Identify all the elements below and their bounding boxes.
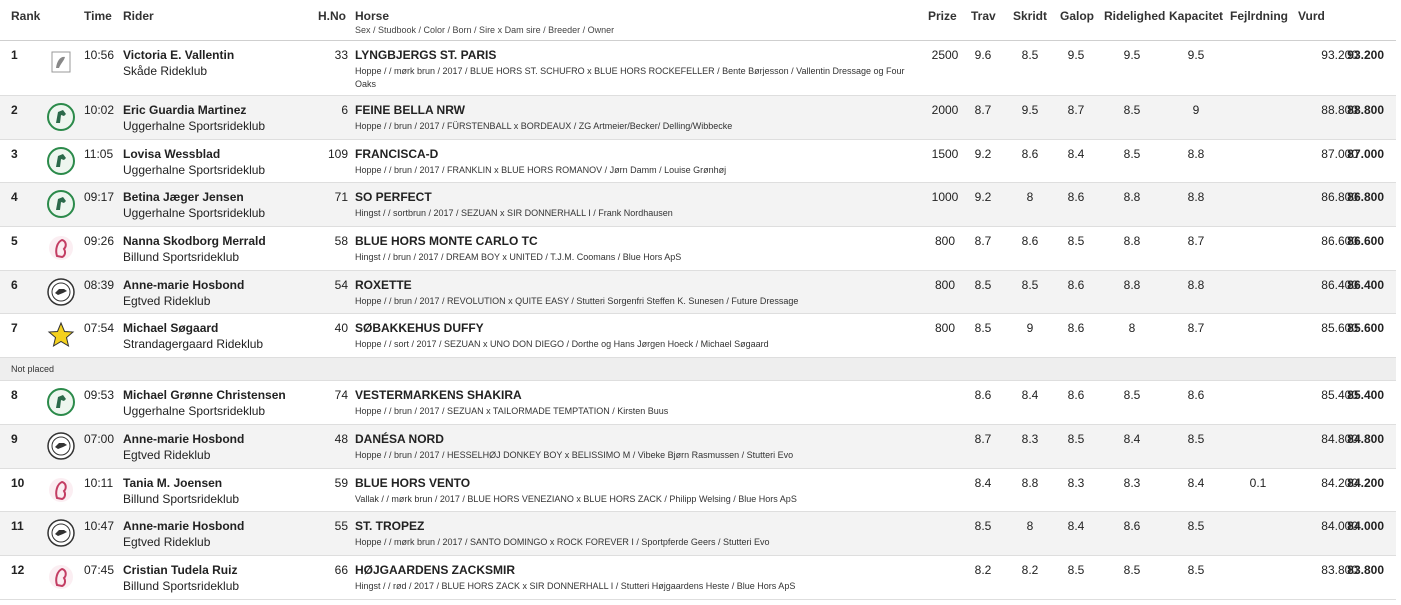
table-row[interactable] [0,227,1396,271]
rank-value: 10 [11,475,25,490]
trav-score: 8.4 [974,475,992,490]
vurd-score: 85.400 [1321,388,1358,403]
total-score: 86.400 [1347,277,1384,292]
rank-value: 4 [11,190,18,205]
horse-name[interactable]: ROXETTE [355,277,412,292]
uggerhalne-club-logo-icon [47,103,75,131]
rider-name[interactable]: Victoria E. Vallentin [123,48,235,62]
horse-info: Hoppe / / brun / 2017 / REVOLUTION x QUITE EASY / Stutteri Sorgenfri Steffen K. Sunesen / Future Dressage [355,295,799,306]
horse-name[interactable]: BLUE HORS MONTE CARLO TC [355,234,538,249]
horse-number: 74 [334,388,348,403]
galop-score: 8.5 [1067,562,1085,577]
ridelighed-score: 8 [1128,321,1136,336]
vurd-score: 93.200 [1321,48,1358,62]
kapacitet-score: 8.7 [1187,234,1205,249]
horse-info: Hoppe / / brun / 2017 / FÜRSTENBALL x BORDEAUX / ZG Artmeier/Becker/ Delling/Wibbecke [355,121,733,131]
horse-name[interactable]: SO PERFECT [355,190,432,205]
total-score: 83.800 [1347,562,1384,577]
total-score: 86.600 [1347,234,1384,249]
vurd-score: 87.000 [1321,146,1358,161]
trav-score: 8.5 [974,519,992,534]
header-skridt[interactable]: Skridt [1013,9,1048,23]
galop-score: 9.5 [1067,48,1085,62]
vurd-score: 86.400 [1321,277,1358,292]
table-row[interactable] [0,425,1396,469]
total-score: 85.600 [1347,321,1384,336]
rank-value: 1 [11,48,18,62]
rank-value: 12 [11,562,25,577]
trav-score: 8.5 [974,321,992,336]
rider-club: Billund Sportsrideklub [123,250,240,265]
rider-club: Uggerhalne Sportsrideklub [123,404,266,419]
ridelighed-score: 8.5 [1123,103,1141,117]
prize-value: 1500 [931,146,959,161]
rider-club: Egtved Rideklub [123,447,211,462]
galop-score: 8.6 [1067,190,1085,205]
galop-score: 8.7 [1067,103,1085,117]
vurd-score: 84.800 [1321,431,1358,446]
vurd-score: 85.600 [1321,321,1358,336]
ridelighed-score: 9.5 [1123,48,1141,62]
skridt-score: 8 [1026,519,1034,534]
total-score: 84.000 [1347,519,1384,534]
egtved-club-logo-icon [47,432,75,460]
rank-value: 5 [11,234,18,249]
header-rank[interactable]: Rank [11,9,41,23]
galop-score: 8.4 [1067,519,1085,534]
rider-club: Strandagergaard Rideklub [123,337,264,352]
horse-info: Vallak / / mørk brun / 2017 / BLUE HORS VENEZIANO x BLUE HORS ZACK / Philipp Welsing / Blue Hors ApS [355,493,797,504]
rider-name[interactable]: Anne-marie Hosbond [123,519,245,534]
trav-score: 8.7 [974,234,992,249]
total-score: 85.400 [1347,388,1384,403]
kapacitet-score: 9.5 [1187,48,1205,62]
horse-number: 33 [334,48,348,62]
skridt-score: 8.6 [1021,146,1039,161]
trav-score: 8.5 [974,277,992,292]
skridt-score: 8.5 [1021,277,1039,292]
kapacitet-score: 8.8 [1187,190,1205,205]
uggerhalne-club-logo-icon [47,190,75,218]
rank-value: 6 [11,277,18,292]
vurd-score: 86.800 [1321,190,1358,205]
uggerhalne-club-logo-icon [47,388,75,416]
ridelighed-score: 8.8 [1123,277,1141,292]
start-time: 11:05 [84,146,114,161]
header-galop[interactable]: Galop [1060,9,1095,23]
start-time: 08:39 [84,277,115,292]
rider-club: Egtved Rideklub [123,293,211,308]
horse-info: Hoppe / / brun / 2017 / FRANKLIN x BLUE HORS ROMANOV / Jørn Damm / Louise Grønhøj [355,164,727,175]
uggerhalne-club-logo-icon [47,147,75,175]
horse-number: 66 [334,562,348,577]
header-ridelighed[interactable]: Ridelighed [1104,9,1166,23]
total-score: 88.800 [1347,103,1384,117]
start-time: 09:53 [84,388,115,403]
prize-value: 1000 [931,190,959,205]
start-time: 07:00 [84,431,115,446]
kapacitet-score: 8.5 [1187,562,1205,577]
prize-value: 800 [934,321,956,336]
rank-value: 9 [11,431,18,446]
billund-club-logo-icon [47,476,75,504]
horse-number: 54 [334,277,348,292]
vurd-score: 84.200 [1321,475,1358,490]
horse-name[interactable]: SØBAKKEHUS DUFFY [355,321,484,336]
header-rider[interactable]: Rider [123,9,154,23]
trav-score: 8.2 [974,562,992,577]
placed-rows [0,41,1401,358]
start-time: 09:17 [84,190,115,205]
trav-score: 9.2 [974,146,992,161]
rider-name[interactable]: Lovisa Wessblad [123,146,221,161]
kapacitet-score: 8.8 [1187,146,1205,161]
rider-club: Skåde Rideklub [123,64,208,78]
header-prize[interactable]: Prize [928,9,957,23]
total-score: 87.000 [1347,146,1384,161]
total-score: 84.800 [1347,431,1384,446]
horse-number: 55 [334,519,348,534]
skridt-score: 8 [1026,190,1034,205]
skridt-score: 8.8 [1021,475,1039,490]
skridt-score: 8.6 [1021,234,1039,249]
ridelighed-score: 8.5 [1123,562,1141,577]
not-placed-section [0,358,1396,381]
table-row[interactable] [0,512,1396,556]
rank-value: 3 [11,146,18,161]
galop-score: 8.4 [1067,146,1085,161]
kapacitet-score: 8.5 [1187,519,1205,534]
horse-number: 71 [334,190,348,205]
fejlrdning-score: 0.1 [1249,475,1267,490]
prize-value: 2000 [931,103,959,117]
table-header [0,0,1396,41]
ridelighed-score: 8.8 [1123,190,1141,205]
start-time: 09:26 [84,234,115,249]
rider-name[interactable]: Anne-marie Hosbond [123,277,245,292]
horse-info: Hoppe / / brun / 2017 / SEZUAN x TAILORMADE TEMPTATION / Kirsten Buus [355,406,669,417]
egtved-club-logo-icon [47,278,75,306]
trav-score: 8.7 [974,431,992,446]
rider-club: Uggerhalne Sportsrideklub [123,119,266,133]
total-score: 93.200 [1347,48,1384,62]
prize-value: 2500 [931,48,959,62]
ridelighed-score: 8.6 [1123,519,1141,534]
start-time: 10:56 [84,48,115,62]
trav-score: 8.7 [974,103,992,117]
kapacitet-score: 9 [1192,103,1200,117]
horse-number: 48 [334,431,348,446]
table-row[interactable] [0,556,1396,600]
not-placed-label: Not placed [11,364,55,375]
galop-score: 8.3 [1067,475,1085,490]
not-placed-rows [0,381,1401,599]
rank-value: 7 [11,321,18,336]
ridelighed-score: 8.8 [1123,234,1141,249]
start-time: 10:02 [84,103,115,117]
vurd-score: 86.600 [1321,234,1358,249]
start-time: 07:54 [84,321,115,336]
ridelighed-score: 8.5 [1123,146,1141,161]
skridt-score: 8.3 [1021,431,1039,446]
ridelighed-score: 8.3 [1123,475,1141,490]
table-row[interactable] [0,381,1396,425]
skridt-score: 8.4 [1021,388,1039,403]
header-horse[interactable]: Horse [355,9,390,23]
rider-club: Billund Sportsrideklub [123,491,240,506]
skridt-score: 9.5 [1021,103,1039,117]
galop-score: 8.5 [1067,234,1085,249]
skade-club-logo-icon [47,48,75,76]
rider-name[interactable]: Michael Grønne Christensen [123,388,286,403]
skridt-score: 8.2 [1021,562,1039,577]
rider-name[interactable]: Michael Søgaard [123,321,219,336]
rider-name[interactable]: Eric Guardia Martinez [123,103,247,117]
rank-value: 11 [11,519,24,534]
total-score: 84.200 [1347,475,1384,490]
horse-info: Hoppe / / sort / 2017 / SEZUAN x UNO DON DIEGO / Dorthe og Hans Jørgen Hoeck / Michael Søgaard [355,339,769,350]
table-row[interactable] [0,140,1396,184]
header-fejlrdning[interactable]: Fejlrdning [1230,9,1288,23]
horse-number: 58 [334,234,348,249]
ridelighed-score: 8.4 [1123,431,1141,446]
egtved-club-logo-icon [47,519,75,547]
horse-number: 40 [334,321,348,336]
horse-name[interactable]: VESTERMARKENS SHAKIRA [355,388,522,403]
trav-score: 9.2 [974,190,992,205]
trav-score: 9.6 [974,48,992,62]
horse-name[interactable]: FEINE BELLA NRW [355,103,465,117]
horse-name[interactable]: DANÉSA NORD [355,431,444,446]
rider-club: Billund Sportsrideklub [123,578,240,593]
horse-name[interactable]: HØJGAARDENS ZACKSMIR [355,562,516,577]
rank-value: 8 [11,388,18,403]
rider-name[interactable]: Anne-marie Hosbond [123,431,245,446]
header-horse-sub: Sex / Studbook / Color / Born / Sire x Dam sire / Breeder / Owner [355,25,615,35]
table-row[interactable] [0,314,1396,358]
table-row[interactable] [0,271,1396,315]
horse-name[interactable]: FRANCISCA-D [355,146,439,161]
vurd-score: 83.800 [1321,562,1358,577]
start-time: 07:45 [84,562,115,577]
galop-score: 8.6 [1067,388,1085,403]
start-time: 10:11 [84,475,114,490]
total-score: 86.800 [1347,190,1384,205]
rank-value: 2 [11,103,18,117]
vurd-score: 88.800 [1321,103,1358,117]
skridt-score: 8.5 [1021,48,1039,62]
table-row[interactable] [0,183,1396,227]
horse-name[interactable]: ST. TROPEZ [355,519,425,534]
start-time: 10:47 [84,519,115,534]
horse-name[interactable]: BLUE HORS VENTO [355,475,471,490]
rider-club: Egtved Rideklub [123,535,211,550]
horse-info: Hoppe / / mørk brun / 2017 / SANTO DOMINGO x ROCK FOREVER I / Sportpferde Geers / Stutteri Evo [355,537,770,548]
rider-name[interactable]: Nanna Skodborg Merrald [123,234,266,249]
trav-score: 8.6 [974,388,992,403]
table-row[interactable] [0,469,1396,513]
kapacitet-score: 8.8 [1187,277,1205,292]
horse-info: Hingst / / sortbrun / 2017 / SEZUAN x SIR DONNERHALL I / Frank Nordhausen [355,208,673,219]
header-hno[interactable]: H.No [318,9,346,23]
rider-name[interactable]: Tania M. Joensen [123,475,223,490]
rider-club: Uggerhalne Sportsrideklub [123,206,266,221]
header-time[interactable]: Time [84,9,112,23]
kapacitet-score: 8.5 [1187,431,1205,446]
header-trav[interactable]: Trav [971,9,996,23]
ridelighed-score: 8.5 [1123,388,1141,403]
header-kapacitet[interactable]: Kapacitet [1169,9,1224,23]
kapacitet-score: 8.6 [1187,388,1205,403]
rider-club: Uggerhalne Sportsrideklub [123,162,266,177]
horse-info: Hingst / / brun / 2017 / DREAM BOY x UNITED / T.J.M. Coomans / Blue Hors ApS [355,252,682,263]
horse-info: Hoppe / / mørk brun / 2017 / BLUE HORS ST. SCHUFRO x BLUE HORS ROCKEFELLER / Bente Børjesson / Vallentin Dressage og Four Oaks [355,66,905,89]
vurd-score: 84.000 [1321,519,1358,534]
kapacitet-score: 8.7 [1187,321,1205,336]
horse-name[interactable]: LYNGBJERGS ST. PARIS [355,48,497,62]
prize-value: 800 [934,277,956,292]
galop-score: 8.6 [1067,277,1085,292]
right-edge [1396,0,1401,605]
horse-info: Hoppe / / brun / 2017 / HESSELHØJ DONKEY BOY x BELISSIMO M / Vibeke Bjørn Rasmussen / Stutteri Evo [355,449,794,460]
kapacitet-score: 8.4 [1187,475,1205,490]
horse-info: Hingst / / rød / 2017 / BLUE HORS ZACK x SIR DONNERHALL I / Stutteri Højgaardens Heste / Blue Hors ApS [355,580,796,591]
galop-score: 8.6 [1067,321,1085,336]
prize-value: 800 [934,234,956,249]
table-row[interactable] [0,41,1396,96]
rider-name[interactable]: Betina Jæger Jensen [123,190,244,205]
table-row[interactable] [0,96,1396,140]
horse-number: 6 [341,103,348,117]
star-club-logo-icon [47,321,75,349]
billund-club-logo-icon [47,563,75,591]
rider-name[interactable]: Cristian Tudela Ruiz [123,562,238,577]
horse-number: 109 [327,146,348,161]
billund-club-logo-icon [47,234,75,262]
header-vurd[interactable]: Vurd [1298,9,1325,23]
skridt-score: 9 [1026,321,1034,336]
galop-score: 8.5 [1067,431,1085,446]
horse-number: 59 [334,475,348,490]
